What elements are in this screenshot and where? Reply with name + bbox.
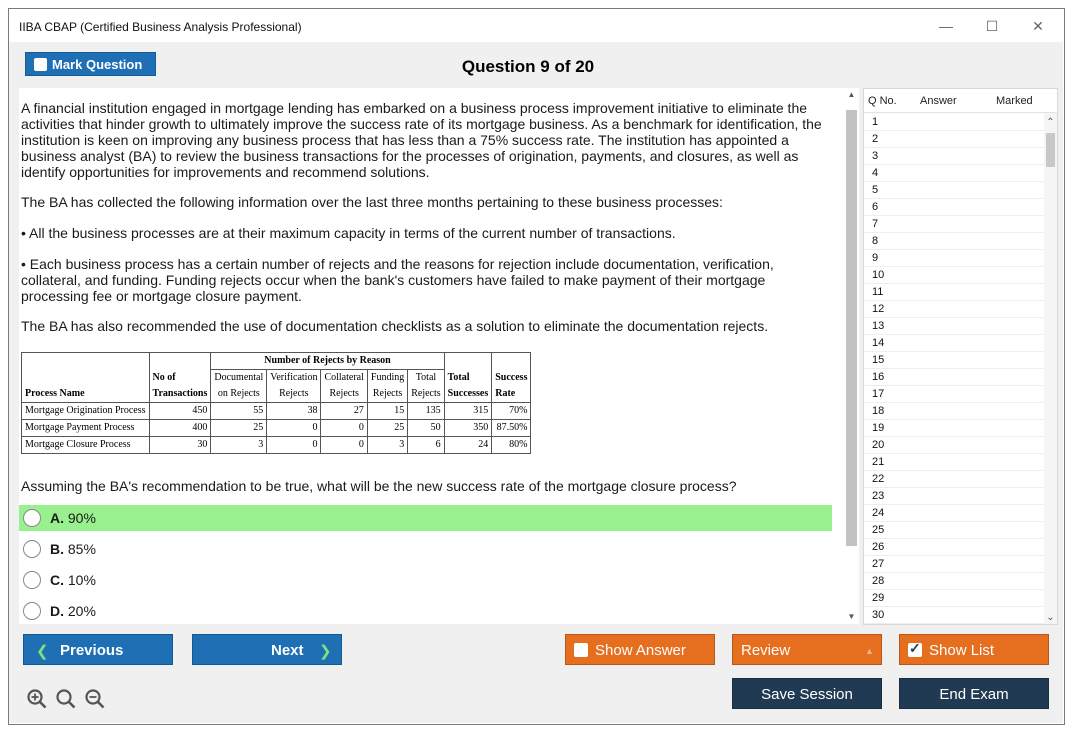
question-list-row[interactable] — [864, 352, 1046, 369]
scroll-thumb[interactable] — [1046, 133, 1055, 167]
question-list-panel — [863, 88, 1058, 625]
question-list-row[interactable] — [864, 590, 1046, 607]
cell-process-name: Mortgage Origination Process — [22, 403, 150, 420]
question-list-row[interactable] — [864, 420, 1046, 437]
maximize-button[interactable]: ☐ — [985, 18, 999, 34]
question-list-row[interactable] — [864, 556, 1046, 573]
previous-button[interactable] — [23, 634, 173, 665]
question-list-header — [864, 89, 1057, 113]
answer-option-b[interactable] — [19, 536, 832, 562]
header-total-rejects-sub: Rejects — [408, 386, 444, 403]
header-total-rejects: Total — [408, 370, 444, 387]
chevron-up-icon[interactable]: ⌃ — [1046, 117, 1055, 128]
next-label: Next — [271, 642, 304, 659]
question-list-row[interactable] — [864, 573, 1046, 590]
cell-transactions: 30 — [149, 437, 211, 454]
zoom-in-icon[interactable] — [26, 688, 48, 710]
question-list-row[interactable] — [864, 216, 1046, 233]
cell-funding: 25 — [367, 420, 407, 437]
question-list-row[interactable] — [864, 369, 1046, 386]
scroll-thumb[interactable] — [846, 110, 857, 546]
question-number: 24 — [872, 507, 885, 519]
column-qno[interactable]: Q No. — [868, 95, 897, 107]
option-letter: C. — [50, 572, 64, 588]
question-number: 8 — [872, 235, 879, 247]
show-answer-label: Show Answer — [595, 642, 686, 659]
checkbox-checked-icon — [908, 643, 922, 657]
cell-collateral: 27 — [321, 403, 367, 420]
chevron-right-icon: ❯ — [319, 643, 332, 660]
title-bar — [9, 9, 1064, 43]
column-answer[interactable]: Answer — [920, 95, 957, 107]
header-no-of: No of — [149, 370, 211, 387]
question-list-row[interactable] — [864, 318, 1046, 335]
show-list-button[interactable] — [899, 634, 1049, 665]
cell-total-rejects: 50 — [408, 420, 444, 437]
answer-option-a[interactable] — [19, 505, 832, 531]
question-list-row[interactable] — [864, 148, 1046, 165]
question-number: 5 — [872, 184, 879, 196]
cell-documentation: 25 — [211, 420, 267, 437]
question-list-row[interactable] — [864, 199, 1046, 216]
question-number: 2 — [872, 133, 879, 145]
show-answer-button[interactable] — [565, 634, 715, 665]
question-number: 3 — [872, 150, 879, 162]
radio-button[interactable] — [23, 602, 41, 620]
chevron-down-icon[interactable]: ⌄ — [1046, 612, 1055, 623]
question-list-row[interactable] — [864, 131, 1046, 148]
cell-funding: 3 — [367, 437, 407, 454]
question-number: 15 — [872, 354, 885, 366]
cell-success-rate: 80% — [492, 437, 531, 454]
table-row — [22, 437, 531, 454]
question-list-row[interactable] — [864, 522, 1046, 539]
question-number: 7 — [872, 218, 879, 230]
question-paragraph: • Each business process has a certain number of rejects and the reasons for rejection include documentation, verification, collateral, and funding. Funding rejects occur when the bank's customers have failed to make payment of their mortgage processing fee or mortgage closure payment. — [21, 256, 774, 304]
question-number: 28 — [872, 575, 885, 587]
question-list-row[interactable] — [864, 182, 1046, 199]
checkbox-icon — [574, 643, 588, 657]
question-list-row[interactable] — [864, 335, 1046, 352]
header-transactions: Transactions — [149, 386, 211, 403]
cell-verification: 0 — [267, 420, 321, 437]
scroll-down-arrow-icon[interactable]: ▼ — [847, 612, 856, 621]
cell-process-name: Mortgage Payment Process — [22, 420, 150, 437]
save-session-button[interactable] — [732, 678, 882, 709]
header-total-successes-sub: Successes — [444, 386, 492, 403]
question-list-row[interactable] — [864, 607, 1046, 624]
cell-collateral: 0 — [321, 420, 367, 437]
mark-question-label: Mark Question — [52, 57, 143, 72]
close-button[interactable]: ✕ — [1032, 18, 1044, 34]
answer-option-c[interactable] — [19, 567, 832, 593]
caret-up-icon: ▲ — [865, 646, 874, 656]
option-letter: B. — [50, 541, 64, 557]
header-verification-sub: Rejects — [267, 386, 321, 403]
question-number: 22 — [872, 473, 885, 485]
question-number: 17 — [872, 388, 885, 400]
question-paragraph: The BA has also recommended the use of documentation checklists as a solution to eliminate the documentation rejects. — [21, 318, 769, 334]
table-group-header: Number of Rejects by Reason — [211, 353, 444, 370]
header-documentation: Documental — [211, 370, 267, 387]
end-exam-label: End Exam — [939, 686, 1009, 703]
header-funding: Funding — [367, 370, 407, 387]
cell-documentation: 55 — [211, 403, 267, 420]
question-text — [21, 100, 831, 334]
cell-total-successes: 315 — [444, 403, 492, 420]
cell-documentation: 3 — [211, 437, 267, 454]
question-list-row[interactable] — [864, 454, 1046, 471]
zoom-reset-icon[interactable] — [55, 688, 77, 710]
question-number: 27 — [872, 558, 885, 570]
minimize-button[interactable]: — — [939, 18, 953, 34]
option-letter: D. — [50, 603, 64, 619]
question-number: 6 — [872, 201, 879, 213]
question-scrollbar[interactable] — [844, 88, 859, 624]
cell-funding: 15 — [367, 403, 407, 420]
question-paragraph: The BA has collected the following information over the last three months pertaining to these business processes: — [21, 194, 723, 210]
question-paragraph: • All the business processes are at their maximum capacity in terms of the current number of transactions. — [21, 225, 676, 241]
question-list-row[interactable] — [864, 267, 1046, 284]
review-label: Review — [741, 642, 791, 659]
checkbox-icon — [34, 58, 47, 71]
previous-label: Previous — [60, 642, 124, 659]
header-process-name: Process Name — [22, 386, 150, 403]
cell-success-rate: 70% — [492, 403, 531, 420]
table-row — [22, 403, 531, 420]
cell-verification: 0 — [267, 437, 321, 454]
header-success-rate: Success — [492, 370, 531, 387]
window-title: IIBA CBAP (Certified Business Analysis Professional) — [19, 20, 302, 34]
question-number: 12 — [872, 303, 885, 315]
cell-total-successes: 24 — [444, 437, 492, 454]
question-number: 10 — [872, 269, 885, 281]
question-list-row[interactable] — [864, 301, 1046, 318]
question-number: 4 — [872, 167, 879, 179]
cell-process-name: Mortgage Closure Process — [22, 437, 150, 454]
next-button[interactable] — [192, 634, 342, 665]
zoom-out-icon[interactable] — [84, 688, 106, 710]
question-number: 21 — [872, 456, 885, 468]
show-list-label: Show List — [929, 642, 995, 659]
option-text: 20% — [67, 603, 96, 619]
header-documentation-sub: on Rejects — [211, 386, 267, 403]
question-list-row[interactable] — [864, 437, 1046, 454]
cell-total-rejects: 135 — [408, 403, 444, 420]
question-list-scrollbar[interactable] — [1044, 113, 1057, 625]
header-collateral: Collateral — [321, 370, 367, 387]
radio-button[interactable] — [23, 509, 41, 527]
option-text: 10% — [67, 572, 96, 588]
cell-total-rejects: 6 — [408, 437, 444, 454]
header-collateral-sub: Rejects — [321, 386, 367, 403]
option-text: 85% — [67, 541, 96, 557]
question-list-row[interactable] — [864, 386, 1046, 403]
question-list-row[interactable] — [864, 505, 1046, 522]
cell-total-successes: 350 — [444, 420, 492, 437]
question-list-row[interactable] — [864, 250, 1046, 267]
question-number: 11 — [872, 286, 884, 298]
question-number: 26 — [872, 541, 885, 553]
question-list-row[interactable] — [864, 471, 1046, 488]
header-funding-sub: Rejects — [367, 386, 407, 403]
table-row — [22, 420, 531, 437]
question-panel — [19, 88, 844, 624]
answer-option-d[interactable] — [19, 598, 832, 624]
question-number: 9 — [872, 252, 879, 264]
question-list-row[interactable] — [864, 233, 1046, 250]
review-button[interactable] — [732, 634, 882, 665]
question-list-row[interactable] — [864, 284, 1046, 301]
question-list-row[interactable] — [864, 403, 1046, 420]
question-list-row[interactable] — [864, 539, 1046, 556]
header-success-rate-sub: Rate — [492, 386, 531, 403]
header-total-successes: Total — [444, 370, 492, 387]
question-list-row[interactable] — [864, 488, 1046, 505]
option-text: 90% — [67, 510, 96, 526]
cell-transactions: 450 — [149, 403, 211, 420]
cell-success-rate: 87.50% — [492, 420, 531, 437]
radio-button[interactable] — [23, 540, 41, 558]
header-verification: Verification — [267, 370, 321, 387]
question-number: 16 — [872, 371, 885, 383]
question-number: 14 — [872, 337, 885, 349]
question-counter: Question 9 of 20 — [461, 57, 595, 76]
question-number: 13 — [872, 320, 885, 332]
cell-verification: 38 — [267, 403, 321, 420]
question-list-row[interactable] — [864, 165, 1046, 182]
question-stem: Assuming the BA's recommendation to be true, what will be the new success rate of the mortgage closure process? — [21, 478, 737, 494]
mark-question-button[interactable] — [25, 52, 156, 76]
question-number: 20 — [872, 439, 885, 451]
end-exam-button[interactable] — [899, 678, 1049, 709]
option-letter: A. — [50, 510, 64, 526]
cell-transactions: 400 — [149, 420, 211, 437]
question-number: 29 — [872, 592, 885, 604]
question-paragraph: A financial institution engaged in mortgage lending has embarked on a business process improvement initiative to eliminate the activities that hinder growth to ultimately improve the success rate of its mortgage business. As a benchmark for identification, the institution is keen on improving any business process that has less than a 75% success rate. The institution has appointed a business analyst (BA) to review the business transactions for the processes of origination, payments, and closures, as well as identify opportunities for improvements and recommend solutions. — [21, 100, 822, 180]
question-number: 30 — [872, 609, 885, 621]
question-number: 23 — [872, 490, 885, 502]
question-number: 19 — [872, 422, 885, 434]
question-number: 1 — [872, 116, 879, 128]
radio-button[interactable] — [23, 571, 41, 589]
chevron-left-icon: ❮ — [36, 643, 49, 660]
save-session-label: Save Session — [761, 686, 853, 703]
question-list-row[interactable] — [864, 114, 1046, 131]
column-marked[interactable]: Marked — [996, 95, 1033, 107]
scroll-up-arrow-icon[interactable]: ▲ — [847, 90, 856, 99]
question-number: 25 — [872, 524, 885, 536]
question-number: 18 — [872, 405, 885, 417]
rejects-table — [21, 352, 531, 454]
cell-collateral: 0 — [321, 437, 367, 454]
